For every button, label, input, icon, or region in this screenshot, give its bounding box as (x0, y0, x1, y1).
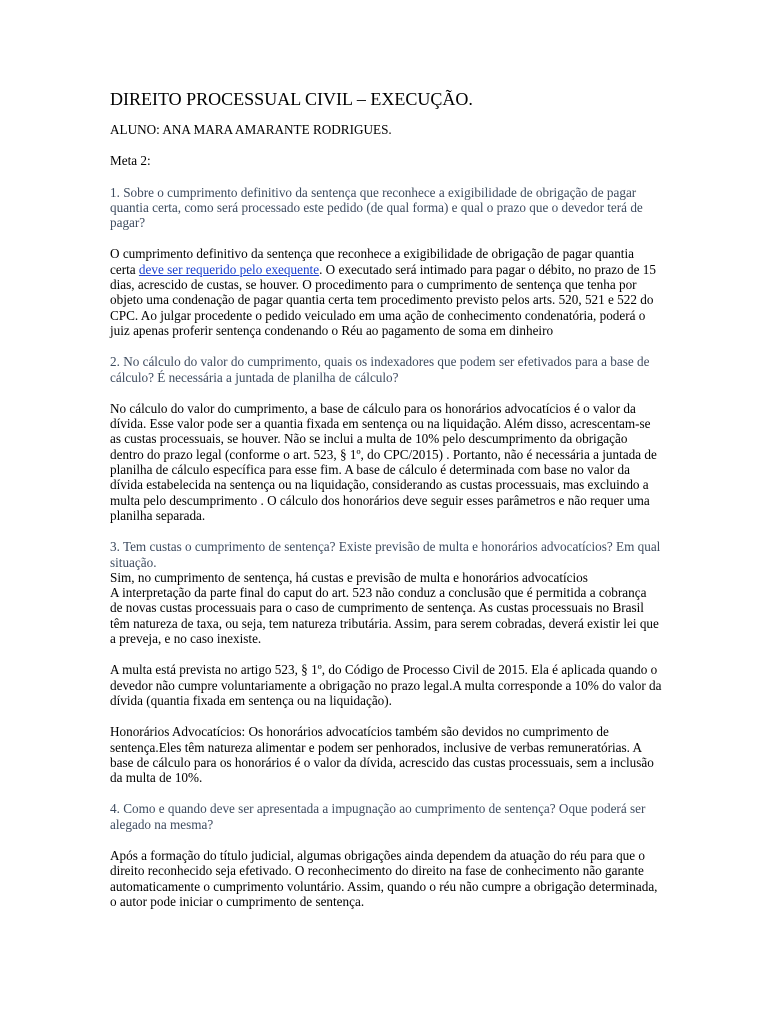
answer-1-text-start: O cumprimento definitivo da sentença que reconhece a exigibilidade de obrigação de pagar quantia certa (110, 246, 634, 277)
question-2: 2. No cálculo do valor do cumprimento, quais os indexadores que podem ser efetivados para a base de cálculo? É necessária a juntada de planilha de cálculo? (110, 354, 650, 385)
question-1: 1. Sobre o cumprimento definitivo da sentença que reconhece a exigibilidade de obrigação de pagar quantia certa, como será processado este pedido (de qual forma) e qual o prazo que o devedor terá de pagar? (110, 184, 643, 231)
question-4: 4. Como e quando deve ser apresentada a impugnação ao cumprimento de sentença? Oque poderá ser alegado na mesma? (110, 801, 646, 832)
answer-3-summary: Sim, no cumprimento de sentença, há custas e previsão de multa e honorários advocatícios (110, 569, 588, 585)
document-title: DIREITO PROCESSUAL CIVIL – EXECUÇÃO. (110, 89, 473, 109)
answer-1 (110, 246, 662, 338)
answer-1-text-end: . O executado será intimado para pagar o débito, no prazo de 15 dias, acrescido de custas, se houver. O procedimento para o cumprimento de sentença que tenha por objeto uma condenação de pagar quantia certa tem procedimento previsto pelos arts. 520, 521 e 522 do CPC. Ao julgar procedente o pedido veiculado em uma ação de conhecimento condenatória, poderá o juiz apenas proferir sentença condenando o Réu ao pagamento de soma em dinheiro (110, 261, 656, 338)
answer-3-honorarios: Honorários Advocatícios: Os honorários advocatícios também são devidos no cumprimento de sentença.Eles têm natureza alimentar e podem ser penhorados, inclusive de verbas remuneratórias. A base de cálculo para os honorários é o valor da dívida, acrescido das custas processuais, sem a inclusão da multa de 10%. (110, 724, 654, 786)
document-body (110, 88, 662, 909)
question-3: 3. Tem custas o cumprimento de sentença? Existe previsão de multa e honorários advocatícios? Em qual situação. (110, 539, 661, 570)
answer-2: No cálculo do valor do cumprimento, a base de cálculo para os honorários advocatícios é o valor da dívida. Esse valor pode ser a quantia fixada em sentença ou na liquidação. Além disso, acrescentam-se as custas processuais, se houver. Não se inclui a multa de 10% pelo descumprimento da obrigação dentro do prazo legal (conforme o art. 523, § 1º, do CPC/2015) . Portanto, não é necessária a juntada de planilha de cálculo específica para esse fim. A base de cálculo é determinada com base no valor da dívida estabelecida na sentença ou na liquidação, considerando as custas processuais, mas excluindo a multa pelo descumprimento . O cálculo dos honorários deve seguir esses parâmetros e não requer uma planilha separada. (110, 400, 657, 523)
student-name: ALUNO: ANA MARA AMARANTE RODRIGUES. (110, 122, 392, 137)
answer-1-link[interactable]: deve ser requerido pelo exequente (138, 261, 320, 277)
answer-4: Após a formação do título judicial, algumas obrigações ainda dependem da atuação do réu para que o direito reconhecido seja efetivado. O reconhecimento do direito na fase de conhecimento não garante automaticamente o cumprimento voluntário. Assim, quando o réu não cumpre a obrigação determinada, o autor pode iniciar o cumprimento de sentença. (110, 847, 658, 909)
answer-3-custas: A interpretação da parte final do caput do art. 523 não conduz a conclusão que é permitida a cobrança de novas custas processuais para o caso de cumprimento de sentença. As custas processuais no Brasil têm natureza de taxa, ou seja, tem natureza tributária. Assim, para serem cobradas, deverá existir lei que a preveja, e no caso inexiste. (110, 585, 659, 647)
meta-label: Meta 2: (110, 153, 151, 169)
answer-3-multa: A multa está prevista no artigo 523, § 1º, do Código de Processo Civil de 2015. Ela é aplicada quando o devedor não cumpre voluntariamente a obrigação no prazo legal.A multa corresponde a 10% do valor da dívida (quantia fixada em sentença ou na liquidação). (110, 662, 662, 708)
